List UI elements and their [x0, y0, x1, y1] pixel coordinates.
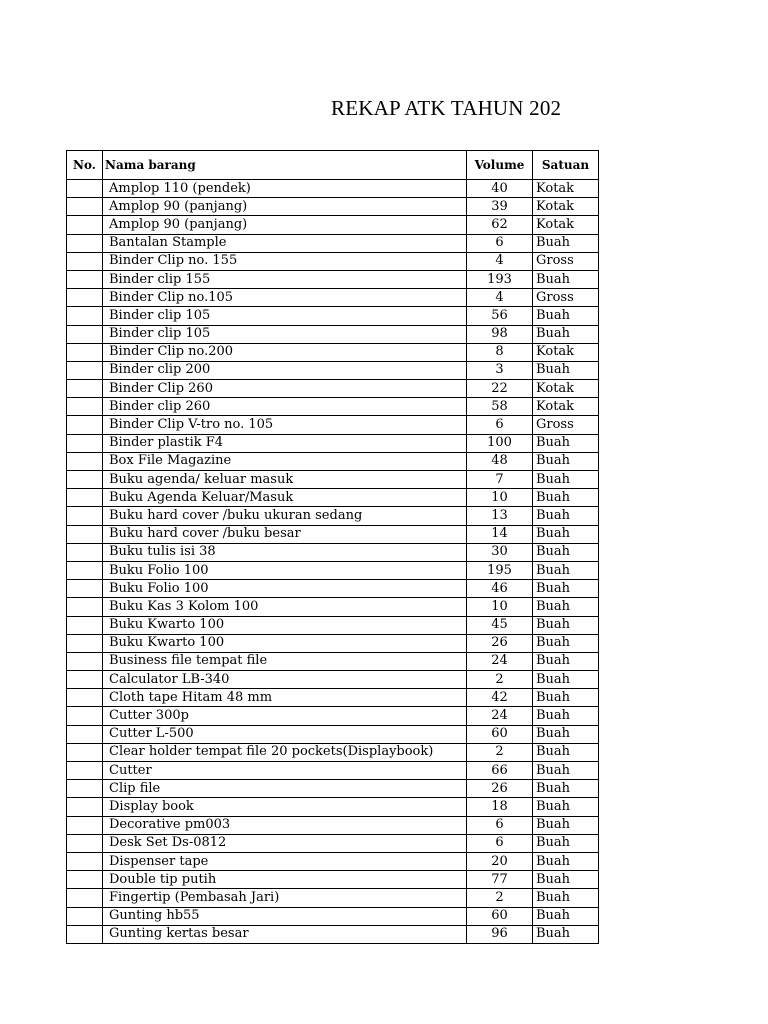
cell-satuan: Buah	[533, 543, 599, 561]
table-row	[67, 561, 599, 579]
cell-no	[67, 289, 103, 307]
table-row	[67, 252, 599, 270]
cell-nama-barang: Buku Kas 3 Kolom 100	[103, 598, 467, 616]
cell-nama-barang: Gunting hb55	[103, 907, 467, 925]
table-row	[67, 180, 599, 198]
cell-volume: 60	[467, 725, 533, 743]
cell-satuan: Buah	[533, 725, 599, 743]
table-row	[67, 434, 599, 452]
cell-volume: 195	[467, 561, 533, 579]
cell-volume: 3	[467, 361, 533, 379]
cell-volume: 193	[467, 270, 533, 288]
cell-nama-barang: Amplop 110 (pendek)	[103, 180, 467, 198]
page-title: REKAP ATK TAHUN 202	[331, 96, 562, 120]
cell-satuan: Buah	[533, 907, 599, 925]
table-row	[67, 198, 599, 216]
cell-volume: 96	[467, 925, 533, 943]
cell-volume: 100	[467, 434, 533, 452]
cell-volume: 14	[467, 525, 533, 543]
cell-nama-barang: Clear holder tempat file 20 pockets(Displaybook)	[103, 743, 467, 761]
cell-volume: 4	[467, 252, 533, 270]
table-row	[67, 307, 599, 325]
cell-nama-barang: Binder Clip no.200	[103, 343, 467, 361]
cell-nama-barang: Buku hard cover /buku besar	[103, 525, 467, 543]
cell-no	[67, 416, 103, 434]
cell-volume: 10	[467, 598, 533, 616]
cell-nama-barang: Clip file	[103, 780, 467, 798]
cell-nama-barang: Buku agenda/ keluar masuk	[103, 471, 467, 489]
cell-nama-barang: Desk Set Ds-0812	[103, 834, 467, 852]
cell-no	[67, 325, 103, 343]
cell-no	[67, 398, 103, 416]
cell-no	[67, 471, 103, 489]
cell-volume: 98	[467, 325, 533, 343]
table-row	[67, 907, 599, 925]
cell-no	[67, 380, 103, 398]
cell-nama-barang: Buku hard cover /buku ukuran sedang	[103, 507, 467, 525]
cell-volume: 30	[467, 543, 533, 561]
table-header	[67, 151, 599, 180]
cell-nama-barang: Amplop 90 (panjang)	[103, 216, 467, 234]
table-row	[67, 343, 599, 361]
table-row	[67, 398, 599, 416]
cell-no	[67, 434, 103, 452]
cell-nama-barang: Binder plastik F4	[103, 434, 467, 452]
header-row	[67, 151, 599, 180]
cell-satuan: Buah	[533, 871, 599, 889]
cell-nama-barang: Fingertip (Pembasah Jari)	[103, 889, 467, 907]
cell-satuan: Buah	[533, 489, 599, 507]
cell-nama-barang: Bantalan Stample	[103, 234, 467, 252]
cell-satuan: Buah	[533, 325, 599, 343]
cell-no	[67, 198, 103, 216]
cell-satuan: Buah	[533, 525, 599, 543]
cell-no	[67, 871, 103, 889]
cell-satuan: Buah	[533, 634, 599, 652]
cell-nama-barang: Business file tempat file	[103, 652, 467, 670]
cell-satuan: Gross	[533, 289, 599, 307]
table-row	[67, 707, 599, 725]
table-row	[67, 380, 599, 398]
cell-volume: 6	[467, 816, 533, 834]
cell-nama-barang: Cutter	[103, 762, 467, 780]
table-row	[67, 416, 599, 434]
cell-satuan: Buah	[533, 780, 599, 798]
cell-volume: 26	[467, 634, 533, 652]
cell-no	[67, 507, 103, 525]
table-row	[67, 671, 599, 689]
cell-nama-barang: Buku Kwarto 100	[103, 634, 467, 652]
cell-satuan: Kotak	[533, 398, 599, 416]
header-nama-barang: Nama barang	[103, 151, 467, 180]
cell-no	[67, 361, 103, 379]
cell-volume: 24	[467, 652, 533, 670]
cell-satuan: Buah	[533, 561, 599, 579]
cell-volume: 48	[467, 452, 533, 470]
cell-satuan: Gross	[533, 416, 599, 434]
cell-no	[67, 561, 103, 579]
table-row	[67, 798, 599, 816]
cell-no	[67, 834, 103, 852]
cell-satuan: Buah	[533, 434, 599, 452]
cell-satuan: Buah	[533, 889, 599, 907]
cell-volume: 20	[467, 852, 533, 870]
cell-nama-barang: Binder Clip V-tro no. 105	[103, 416, 467, 434]
cell-satuan: Buah	[533, 743, 599, 761]
cell-satuan: Buah	[533, 580, 599, 598]
table-row	[67, 634, 599, 652]
cell-satuan: Buah	[533, 652, 599, 670]
cell-no	[67, 725, 103, 743]
cell-volume: 10	[467, 489, 533, 507]
table-row	[67, 543, 599, 561]
cell-no	[67, 598, 103, 616]
cell-nama-barang: Binder Clip 260	[103, 380, 467, 398]
cell-nama-barang: Binder clip 105	[103, 307, 467, 325]
cell-volume: 46	[467, 580, 533, 598]
cell-nama-barang: Amplop 90 (panjang)	[103, 198, 467, 216]
cell-no	[67, 652, 103, 670]
cell-satuan: Buah	[533, 471, 599, 489]
cell-volume: 39	[467, 198, 533, 216]
cell-no	[67, 234, 103, 252]
cell-volume: 6	[467, 234, 533, 252]
table-row	[67, 816, 599, 834]
cell-satuan: Kotak	[533, 343, 599, 361]
cell-satuan: Buah	[533, 234, 599, 252]
cell-volume: 2	[467, 743, 533, 761]
cell-satuan: Buah	[533, 452, 599, 470]
cell-satuan: Buah	[533, 270, 599, 288]
cell-no	[67, 634, 103, 652]
cell-volume: 7	[467, 471, 533, 489]
cell-nama-barang: Buku Kwarto 100	[103, 616, 467, 634]
cell-volume: 24	[467, 707, 533, 725]
cell-nama-barang: Cutter L-500	[103, 725, 467, 743]
cell-satuan: Buah	[533, 798, 599, 816]
cell-no	[67, 816, 103, 834]
cell-volume: 8	[467, 343, 533, 361]
cell-satuan: Buah	[533, 671, 599, 689]
table-row	[67, 780, 599, 798]
cell-no	[67, 889, 103, 907]
cell-satuan: Buah	[533, 816, 599, 834]
table-row	[67, 889, 599, 907]
cell-nama-barang: Calculator LB-340	[103, 671, 467, 689]
cell-volume: 22	[467, 380, 533, 398]
cell-satuan: Buah	[533, 616, 599, 634]
cell-satuan: Kotak	[533, 198, 599, 216]
cell-volume: 60	[467, 907, 533, 925]
cell-no	[67, 252, 103, 270]
table-row	[67, 871, 599, 889]
cell-nama-barang: Buku Agenda Keluar/Masuk	[103, 489, 467, 507]
cell-no	[67, 925, 103, 943]
cell-nama-barang: Display book	[103, 798, 467, 816]
rekap-table	[66, 150, 599, 944]
cell-nama-barang: Dispenser tape	[103, 852, 467, 870]
cell-satuan: Kotak	[533, 216, 599, 234]
cell-no	[67, 780, 103, 798]
cell-satuan: Buah	[533, 689, 599, 707]
cell-volume: 40	[467, 180, 533, 198]
cell-volume: 2	[467, 889, 533, 907]
cell-nama-barang: Buku tulis isi 38	[103, 543, 467, 561]
cell-no	[67, 180, 103, 198]
cell-no	[67, 452, 103, 470]
cell-volume: 26	[467, 780, 533, 798]
cell-satuan: Buah	[533, 834, 599, 852]
cell-volume: 56	[467, 307, 533, 325]
cell-nama-barang: Binder clip 105	[103, 325, 467, 343]
table-row	[67, 471, 599, 489]
cell-nama-barang: Decorative pm003	[103, 816, 467, 834]
title-container	[331, 96, 601, 121]
cell-satuan: Buah	[533, 852, 599, 870]
table-row	[67, 852, 599, 870]
cell-no	[67, 543, 103, 561]
table-row	[67, 834, 599, 852]
cell-no	[67, 798, 103, 816]
table-body	[67, 180, 599, 944]
table-row	[67, 725, 599, 743]
cell-no	[67, 270, 103, 288]
cell-satuan: Kotak	[533, 180, 599, 198]
cell-satuan: Buah	[533, 361, 599, 379]
header-volume: Volume	[467, 151, 533, 180]
cell-nama-barang: Binder clip 260	[103, 398, 467, 416]
cell-no	[67, 852, 103, 870]
cell-no	[67, 907, 103, 925]
cell-volume: 62	[467, 216, 533, 234]
cell-nama-barang: Cutter 300p	[103, 707, 467, 725]
cell-nama-barang: Box File Magazine	[103, 452, 467, 470]
cell-satuan: Kotak	[533, 380, 599, 398]
table-row	[67, 325, 599, 343]
cell-no	[67, 580, 103, 598]
cell-volume: 2	[467, 671, 533, 689]
cell-no	[67, 743, 103, 761]
cell-no	[67, 525, 103, 543]
cell-volume: 77	[467, 871, 533, 889]
cell-nama-barang: Double tip putih	[103, 871, 467, 889]
cell-no	[67, 343, 103, 361]
cell-no	[67, 307, 103, 325]
header-no: No.	[67, 151, 103, 180]
cell-volume: 13	[467, 507, 533, 525]
cell-nama-barang: Cloth tape Hitam 48 mm	[103, 689, 467, 707]
cell-nama-barang: Binder clip 155	[103, 270, 467, 288]
table-row	[67, 507, 599, 525]
cell-no	[67, 489, 103, 507]
cell-volume: 66	[467, 762, 533, 780]
table-row	[67, 289, 599, 307]
table-row	[67, 598, 599, 616]
table-row	[67, 925, 599, 943]
cell-nama-barang: Binder Clip no. 155	[103, 252, 467, 270]
cell-no	[67, 762, 103, 780]
header-satuan: Satuan	[533, 151, 599, 180]
cell-no	[67, 616, 103, 634]
table-row	[67, 580, 599, 598]
table-row	[67, 489, 599, 507]
cell-nama-barang: Gunting kertas besar	[103, 925, 467, 943]
table-row	[67, 270, 599, 288]
table-row	[67, 652, 599, 670]
cell-satuan: Gross	[533, 252, 599, 270]
table-row	[67, 361, 599, 379]
cell-no	[67, 707, 103, 725]
table-row	[67, 452, 599, 470]
table-row	[67, 762, 599, 780]
cell-satuan: Buah	[533, 707, 599, 725]
cell-volume: 6	[467, 834, 533, 852]
table-row	[67, 616, 599, 634]
cell-satuan: Buah	[533, 507, 599, 525]
cell-satuan: Buah	[533, 598, 599, 616]
table-row	[67, 234, 599, 252]
cell-volume: 4	[467, 289, 533, 307]
cell-nama-barang: Binder clip 200	[103, 361, 467, 379]
cell-no	[67, 671, 103, 689]
cell-volume: 58	[467, 398, 533, 416]
cell-volume: 45	[467, 616, 533, 634]
cell-nama-barang: Buku Folio 100	[103, 580, 467, 598]
cell-satuan: Buah	[533, 925, 599, 943]
table-row	[67, 216, 599, 234]
table-row	[67, 525, 599, 543]
cell-satuan: Buah	[533, 307, 599, 325]
cell-satuan: Buah	[533, 762, 599, 780]
table-row	[67, 743, 599, 761]
cell-volume: 6	[467, 416, 533, 434]
cell-no	[67, 689, 103, 707]
table-row	[67, 689, 599, 707]
cell-volume: 42	[467, 689, 533, 707]
cell-nama-barang: Binder Clip no.105	[103, 289, 467, 307]
cell-volume: 18	[467, 798, 533, 816]
cell-no	[67, 216, 103, 234]
cell-nama-barang: Buku Folio 100	[103, 561, 467, 579]
